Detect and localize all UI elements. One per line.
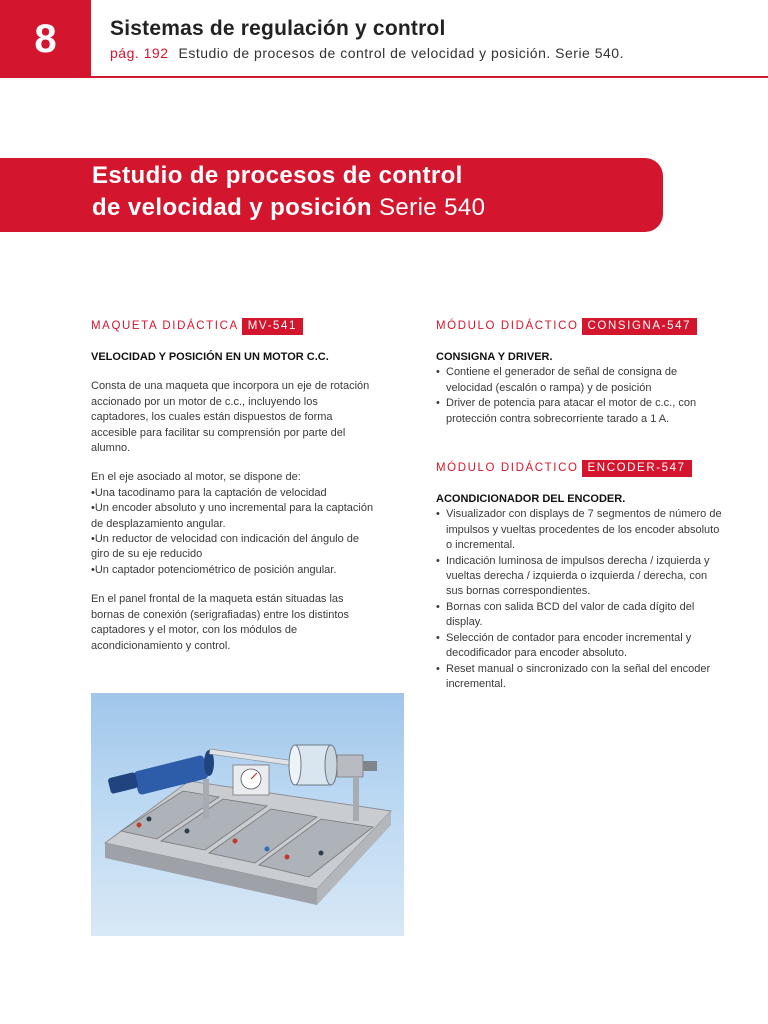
module-subheading: CONSIGNA Y DRIVER.	[436, 351, 553, 363]
page-subheader	[110, 45, 624, 61]
consigna-features-list	[436, 365, 726, 427]
section-title: Sistemas de regulación y control	[110, 17, 446, 40]
encoder-features-list	[436, 507, 726, 692]
left-column	[91, 318, 376, 654]
module-label: MÓDULO DIDÁCTICO	[436, 462, 579, 475]
list-item: • Bornas con salida BCD del valor de cada dígito del display.	[436, 600, 726, 631]
banner-title-bold: de velocidad y posición	[92, 194, 372, 221]
trainer-illustration	[91, 693, 404, 936]
list-item: • Reset manual o sincronizado con la señal del encoder incremental.	[436, 662, 726, 693]
list-item: • Un reductor de velocidad con indicación del ángulo de giro de su eje reducido	[91, 532, 376, 563]
page-header	[0, 0, 768, 78]
banner-series: Serie 540	[371, 194, 486, 221]
title-banner	[0, 158, 663, 232]
module-heading-consigna	[436, 318, 726, 335]
list-item: • Una tacodinamo para la captación de velocidad	[91, 486, 376, 501]
product-photo	[91, 693, 404, 936]
features-list	[91, 486, 376, 578]
module-subheading: ACONDICIONADOR DEL ENCODER.	[436, 493, 626, 506]
right-column	[436, 318, 726, 692]
module-subheading: VELOCIDAD Y POSICIÓN EN UN MOTOR C.C.	[91, 351, 329, 363]
module-label: MAQUETA DIDÁCTICA	[91, 320, 239, 332]
list-item: • Visualizador con displays de 7 segmentos de número de impulsos y vueltas procedentes de los encoder absoluto o incremental.	[436, 507, 726, 553]
list-item: • Un captador potenciométrico de posición angular.	[91, 563, 376, 578]
list-item: • Driver de potencia para atacar el motor de c.c., con protección contra sobrecorriente tarado a 1 A.	[436, 396, 726, 427]
module-heading-mv541	[91, 318, 376, 335]
module-code-badge: MV-541	[242, 318, 303, 335]
list-item: • Indicación luminosa de impulsos derecha / izquierda y vueltas derecha / izquierda o izquierda / derecha, con sus bornas correspondientes.	[436, 554, 726, 600]
module-heading-encoder	[436, 460, 726, 477]
module-code-badge: CONSIGNA-547	[582, 318, 698, 335]
list-item: • Selección de contador para encoder incremental y decodificador para encoder absoluto.	[436, 631, 726, 662]
shaft-intro-paragraph: En el eje asociado al motor, se dispone de:	[91, 471, 301, 484]
list-item: • Un encoder absoluto y uno incremental para la captación de desplazamiento angular.	[91, 501, 376, 532]
front-panel-paragraph: En el panel frontal de la maqueta están situadas las bornas de conexión (serigrafiadas) entre los distintos captadores y el motor, con los módulos de acondicionamiento y control.	[91, 593, 350, 652]
module-code-badge: ENCODER-547	[582, 460, 692, 477]
banner-title-line-2	[92, 194, 485, 222]
page-subtitle: Estudio de procesos de control de velocidad y posición. Serie 540.	[178, 45, 624, 61]
chapter-number-badge: 8	[0, 0, 91, 78]
list-item: • Contiene el generador de señal de consigna de velocidad (escalón o rampa) y de posición	[436, 365, 726, 396]
header-divider	[91, 76, 768, 78]
description-paragraph: Consta de una maqueta que incorpora un eje de rotación accionado por un motor de c.c., incluyendo los captadores, los cuales están dispuestos de forma accesible para facilitar su comprensión por parte del alumno.	[91, 380, 370, 455]
module-label: MÓDULO DIDÁCTICO	[436, 320, 579, 332]
banner-title-line-1: Estudio de procesos de control	[92, 162, 463, 189]
page-reference: pág. 192	[110, 45, 169, 61]
